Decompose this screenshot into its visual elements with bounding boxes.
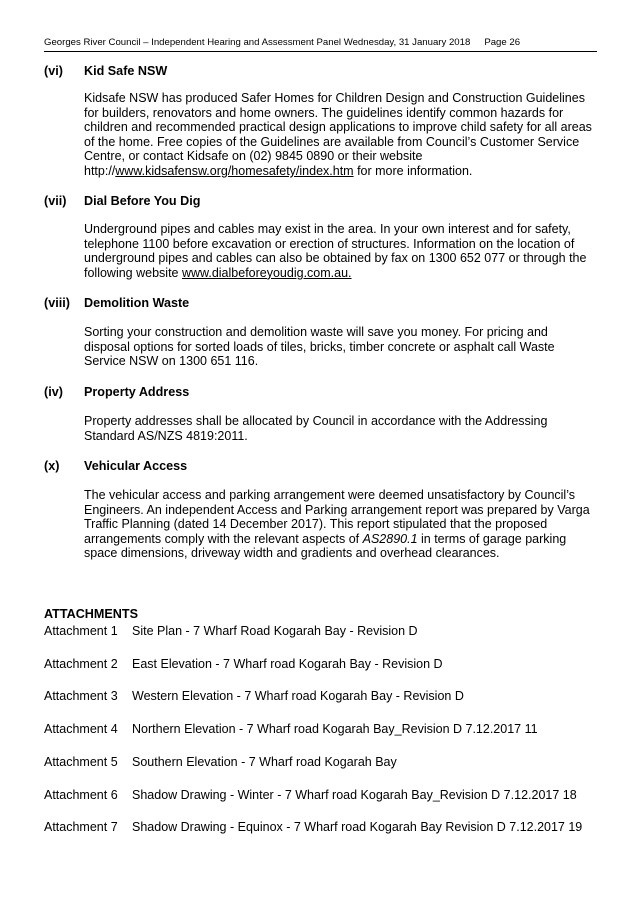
attachment-label: Attachment 1: [44, 624, 118, 638]
attachment-description: Western Elevation - 7 Wharf road Kogarah Bay - Revision D: [132, 689, 464, 703]
body-text: Underground pipes and cables may exist in the area. In your own interest and for safety, telephone 1100 before excavation or erection of structures. Information on the location of underground pipes and cables can also be obtained by fax on 1300 652 077 or through the following website: [84, 222, 587, 280]
attachments-heading: ATTACHMENTS: [44, 607, 138, 621]
body-text: in terms of garage parking space dimensions, driveway width and gradients and overhead clearances.: [84, 531, 567, 561]
section-body-vehicular-access: [84, 488, 597, 561]
section-body-dial-before-you-dig: [84, 222, 597, 280]
body-text: Kidsafe NSW has produced Safer Homes for Children Design and Construction Guidelines for builders, renovators and home owners. The guidelines identify common hazards for children and recommended practical design applications to improve child safety for all areas of the home. Free copies of the Guidelines are available from Council’s Customer Service Centre, or contact Kidsafe on (02) 9845 0890 or their website http://: [84, 91, 592, 178]
section-number: (vi): [44, 64, 63, 78]
body-text: The vehicular access and parking arrangement were deemed unsatisfactory by Council’s Engineers. An independent Access and Parking arrangement report was prepared by Varga Traffic Planning (dated 14 December 2017). This report stipulated that the proposed arrangements comply with the relevant aspects of: [84, 488, 590, 546]
attachment-label: Attachment 3: [44, 689, 118, 703]
section-title: Demolition Waste: [84, 296, 190, 310]
section-number: (vii): [44, 194, 67, 208]
body-text: for more information.: [353, 163, 473, 178]
section-title: Dial Before You Dig: [84, 194, 201, 208]
section-number: (iv): [44, 385, 63, 399]
header-text: Georges River Council – Independent Hearing and Assessment Panel Wednesday, 31 January 2018: [44, 37, 471, 48]
attachment-label: Attachment 2: [44, 657, 118, 671]
section-body-demolition-waste: Sorting your construction and demolition waste will save you money. For pricing and disposal options for sorted loads of tiles, bricks, timber concrete or asphalt call Waste Service NSW on 1300 651 116.: [84, 325, 555, 369]
attachment-description: Northern Elevation - 7 Wharf road Kogarah Bay_Revision D 7.12.2017 11: [132, 722, 538, 736]
section-body-property-address: Property addresses shall be allocated by Council in accordance with the Addressing Standard AS/NZS 4819:2011.: [84, 414, 548, 443]
section-number: (viii): [44, 296, 70, 310]
section-number: (x): [44, 459, 60, 473]
attachment-label: Attachment 4: [44, 722, 118, 736]
attachment-description: East Elevation - 7 Wharf road Kogarah Bay - Revision D: [132, 657, 443, 671]
section-heading-kid-safe: [44, 64, 167, 79]
section-heading-demolition-waste: [44, 296, 189, 311]
page-number: Page 26: [484, 37, 521, 48]
page-header: [44, 37, 597, 52]
attachment-label: Attachment 5: [44, 755, 118, 769]
dialbeforeyoudig-link[interactable]: www.dialbeforeyoudig.com.au.: [181, 265, 352, 280]
attachment-description: Shadow Drawing - Winter - 7 Wharf road Kogarah Bay_Revision D 7.12.2017 18: [132, 788, 577, 802]
attachment-label: Attachment 7: [44, 820, 118, 834]
section-heading-vehicular-access: [44, 459, 187, 474]
section-title: Kid Safe NSW: [84, 64, 168, 78]
attachment-description: Site Plan - 7 Wharf Road Kogarah Bay - Revision D: [132, 624, 418, 638]
section-body-kid-safe: [84, 91, 597, 179]
section-title: Property Address: [84, 385, 190, 399]
kidsafe-link[interactable]: www.kidsafensw.org/homesafety/index.htm: [115, 163, 354, 178]
attachment-description: Southern Elevation - 7 Wharf road Kogarah Bay: [132, 755, 397, 769]
attachment-description: Shadow Drawing - Equinox - 7 Wharf road Kogarah Bay Revision D 7.12.2017 19: [132, 820, 583, 834]
section-heading-dial-before-you-dig: [44, 194, 200, 209]
attachment-label: Attachment 6: [44, 788, 118, 802]
section-heading-property-address: [44, 385, 189, 400]
standard-reference: AS2890.1: [362, 531, 418, 546]
section-title: Vehicular Access: [84, 459, 188, 473]
